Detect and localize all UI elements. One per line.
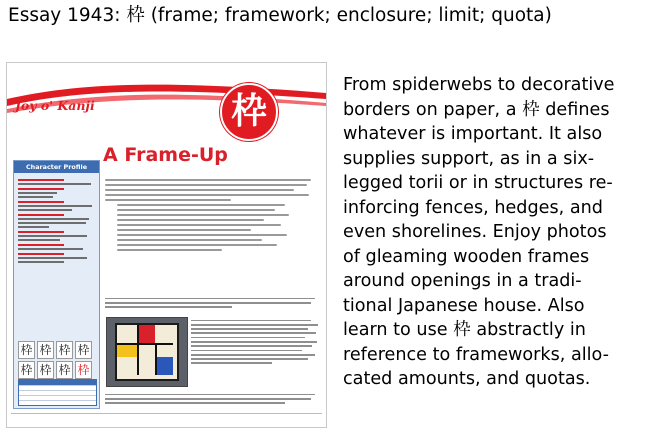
body-text-block: [105, 295, 317, 310]
stroke-cell: 枠: [18, 341, 35, 359]
character-profile-sidebar: [13, 160, 100, 409]
stroke-cell: 枠: [75, 361, 92, 379]
stroke-cell: 枠: [18, 361, 35, 379]
essay-description: From spiderwebs to decorative borders on paper, a 枠 defines whatever is important. It also supplies support, as in a six- legged torii or in structures re- inforcing fences, hedges, and even shorelines. Enjoy photos of gleaming wooden frames around openings in a tradi- tional Japanese house. Also learn to use 枠 abstractly in reference to frameworks, allo- cated amounts, and quotas.: [343, 75, 615, 389]
page-footer-rule: [11, 413, 322, 414]
stroke-cell: 枠: [37, 361, 54, 379]
stroke-cell: 枠: [75, 341, 92, 359]
essay-heading: A Frame-Up: [103, 144, 228, 166]
stroke-cell: 枠: [37, 341, 54, 359]
page-title: Essay 1943: 枠 (frame; framework; enclosure; limit; quota): [8, 5, 552, 26]
kanji-badge: 枠: [220, 83, 278, 141]
sidebar-title: Character Profile: [14, 161, 99, 173]
essay-page-thumbnail[interactable]: [6, 62, 327, 428]
photo-sidebar-text: [191, 317, 321, 367]
stroke-order-grid: [18, 341, 95, 379]
stroke-cell: 枠: [56, 361, 73, 379]
mondrian-frame-photo: [106, 317, 188, 387]
brand-logo: Joy o' Kanji: [15, 98, 95, 113]
stroke-cell: 枠: [56, 341, 73, 359]
intro-text-block: [105, 176, 315, 258]
reference-table: [18, 379, 97, 406]
bottom-text-block: [105, 391, 317, 406]
